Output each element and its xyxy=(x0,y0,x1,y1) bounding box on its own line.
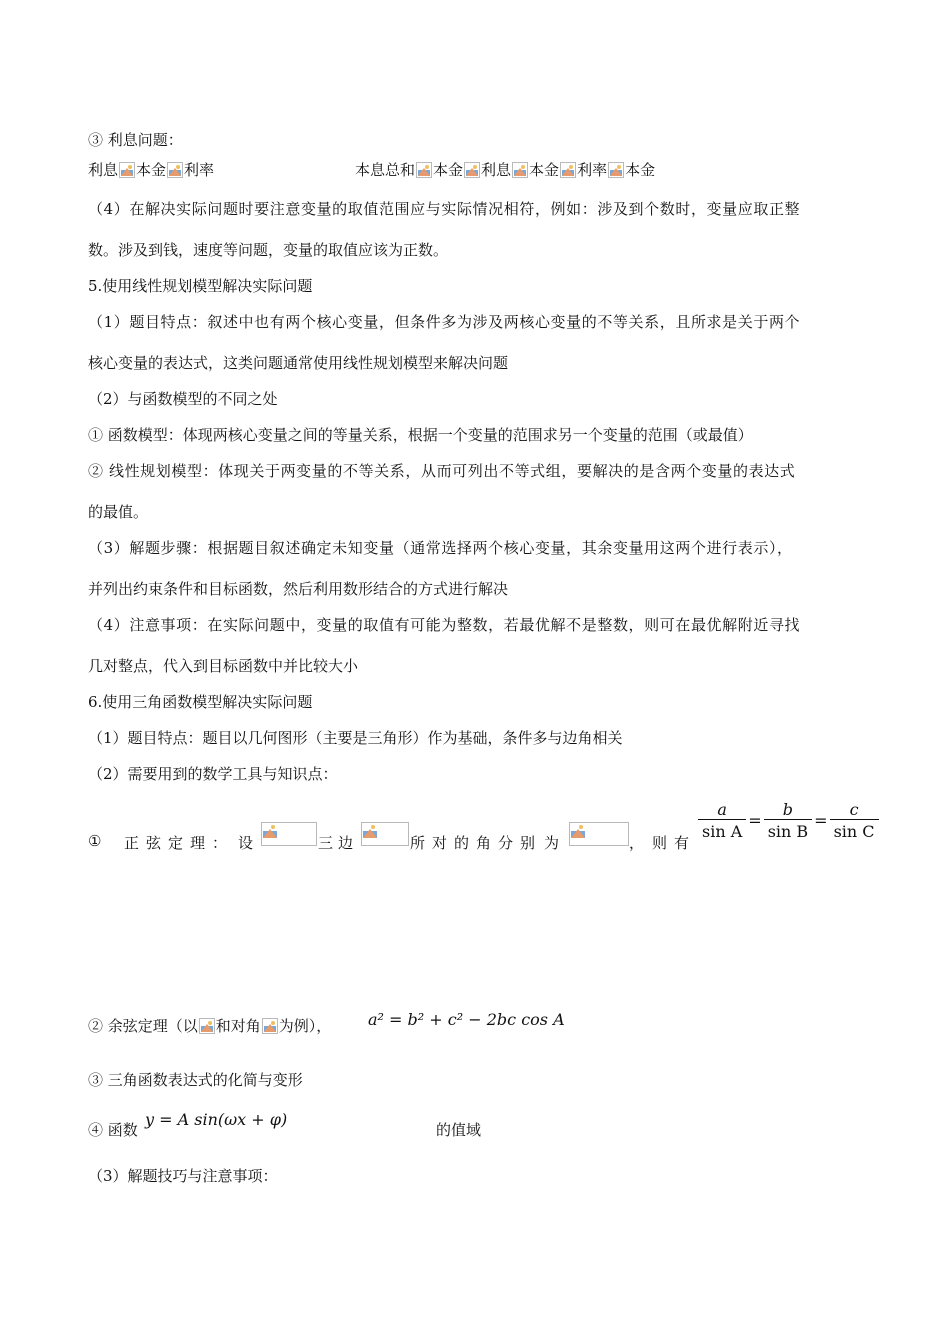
sine-rule-formula xyxy=(696,800,881,841)
broken-image-icon xyxy=(361,822,409,846)
sine-rule-line xyxy=(88,800,875,860)
paragraph: 数。涉及到钱，速度等问题，变量的取值应该为正数。 xyxy=(88,241,449,259)
paragraph: 的最值。 xyxy=(88,503,149,521)
char: 则 xyxy=(652,834,668,852)
term: 利率 xyxy=(577,161,608,179)
char: 理 xyxy=(190,834,206,852)
section-heading: 5.使用线性规划模型解决实际问题 xyxy=(88,277,313,295)
paragraph: 并列出约束条件和目标函数，然后利用数形结合的方式进行解决 xyxy=(88,580,509,598)
term: 利率 xyxy=(184,161,215,179)
paragraph: 核心变量的表达式，这类问题通常使用线性规划模型来解决问题 xyxy=(88,354,509,372)
char: 为 xyxy=(544,834,560,852)
broken-image-icon xyxy=(608,162,624,178)
equals-sign: = xyxy=(814,811,828,830)
paragraph: （2）与函数模型的不同之处 xyxy=(88,390,278,408)
char: 三 xyxy=(318,834,334,852)
section-heading: 6.使用三角函数模型解决实际问题 xyxy=(88,693,313,711)
fraction xyxy=(830,800,879,841)
char: 弦 xyxy=(146,834,162,852)
broken-image-icon xyxy=(512,162,528,178)
paragraph: （3）解题技巧与注意事项： xyxy=(88,1167,278,1185)
denominator: sin A xyxy=(698,819,746,841)
char: 分 xyxy=(498,834,514,852)
term: 利息 xyxy=(88,161,119,179)
cosine-rule-line xyxy=(88,1016,331,1036)
term: 本金 xyxy=(625,161,656,179)
paragraph: （4）在解决实际问题时要注意变量的取值范围应与实际情况相符，例如：涉及到个数时，变量应取正整 xyxy=(88,200,801,218)
paragraph: （1）题目特点：叙述中也有两个核心变量，但条件多为涉及两核心变量的不等关系，且所求是关于两个 xyxy=(88,313,801,331)
paragraph: 的值域 xyxy=(436,1121,482,1139)
fraction xyxy=(698,800,746,841)
numerator: a xyxy=(717,800,727,819)
interest-title: ③ 利息问题： xyxy=(88,131,183,149)
paragraph: ② 线性规划模型：体现关于两变量的不等关系，从而可列出不等式组，要解决的是含两个变量的表达式 xyxy=(88,462,796,480)
paragraph: ③ 三角函数表达式的化简与变形 xyxy=(88,1071,303,1089)
denominator: sin C xyxy=(830,819,879,841)
char: 对 xyxy=(432,834,448,852)
text: 为例）， xyxy=(278,1017,332,1035)
term: 利息 xyxy=(481,161,512,179)
char: 定 xyxy=(168,834,184,852)
marker: ① xyxy=(88,832,102,850)
paragraph: （4）注意事项：在实际问题中，变量的取值有可能为整数，若最优解不是整数，则可在最优解附近寻找 xyxy=(88,616,801,634)
paragraph: ① 函数模型：体现两核心变量之间的等量关系，根据一个变量的范围求另一个变量的范围（或最值） xyxy=(88,426,753,444)
term: 本息总和 xyxy=(355,161,416,179)
broken-image-icon xyxy=(199,1018,215,1034)
text: 和对角 xyxy=(215,1017,261,1035)
broken-image-icon xyxy=(167,162,183,178)
char: 有 xyxy=(674,834,690,852)
broken-image-icon xyxy=(560,162,576,178)
char: ， xyxy=(629,834,645,852)
broken-image-icon xyxy=(416,162,432,178)
term: 本金 xyxy=(529,161,560,179)
cosine-rule-formula: a² = b² + c² − 2bc cos A xyxy=(368,1010,565,1029)
term: 本金 xyxy=(433,161,464,179)
char: 别 xyxy=(520,834,536,852)
char: ： xyxy=(212,834,228,852)
numerator: c xyxy=(849,800,859,819)
paragraph: ④ 函数 xyxy=(88,1121,138,1139)
denominator: sin B xyxy=(764,819,812,841)
char: 角 xyxy=(476,834,492,852)
paragraph: 几对整点，代入到目标函数中并比较大小 xyxy=(88,657,359,675)
broken-image-icon xyxy=(262,1018,278,1034)
paragraph: （3）解题步骤：根据题目叙述确定未知变量（通常选择两个核心变量，其余变量用这两个进行表示）， xyxy=(88,539,793,557)
interest-formula-simple xyxy=(88,160,214,180)
term: 本金 xyxy=(136,161,167,179)
char: 的 xyxy=(454,834,470,852)
char: 边 xyxy=(338,834,354,852)
broken-image-icon xyxy=(119,162,135,178)
text: ② 余弦定理（以 xyxy=(88,1017,198,1035)
paragraph: （1）题目特点：题目以几何图形（主要是三角形）作为基础，条件多与边角相关 xyxy=(88,729,623,747)
broken-image-icon xyxy=(569,822,629,846)
equals-sign: = xyxy=(748,811,762,830)
function-formula: y = A sin(ωx + φ) xyxy=(145,1110,288,1129)
char: 正 xyxy=(124,834,140,852)
broken-image-icon xyxy=(261,822,317,846)
broken-image-icon xyxy=(464,162,480,178)
interest-formula-compound xyxy=(355,160,655,180)
char: 设 xyxy=(238,834,254,852)
paragraph: （2）需要用到的数学工具与知识点： xyxy=(88,765,338,783)
numerator: b xyxy=(782,800,794,819)
char: 所 xyxy=(410,834,426,852)
fraction xyxy=(764,800,812,841)
